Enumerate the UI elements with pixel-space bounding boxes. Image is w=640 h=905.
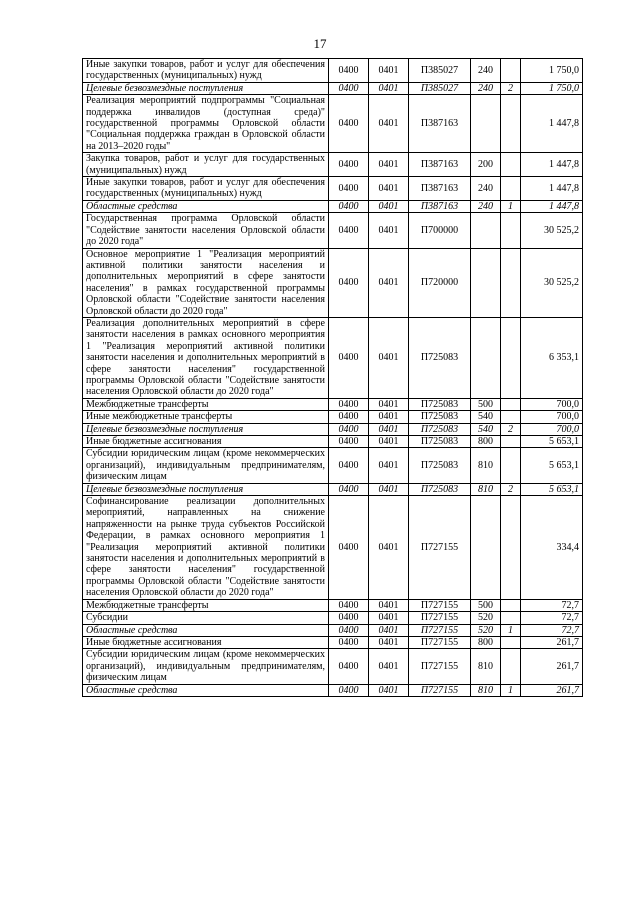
amount-cell: 72,7 xyxy=(521,599,583,611)
funding-source-cell xyxy=(501,59,521,83)
table-row xyxy=(83,82,583,94)
section-code-cell: 0400 xyxy=(329,649,369,684)
funding-source-cell xyxy=(501,317,521,398)
target-article-cell: П720000 xyxy=(409,248,471,317)
row-name-cell: Иные бюджетные ассигнования xyxy=(83,436,329,448)
amount-cell: 1 750,0 xyxy=(521,59,583,83)
subsection-code-cell: 0401 xyxy=(369,317,409,398)
section-code-cell: 0400 xyxy=(329,483,369,495)
amount-cell: 5 653,1 xyxy=(521,448,583,483)
target-article-cell: П387163 xyxy=(409,200,471,212)
funding-source-cell: 1 xyxy=(501,200,521,212)
expense-type-cell: 240 xyxy=(471,82,501,94)
table-row xyxy=(83,248,583,317)
target-article-cell: П385027 xyxy=(409,82,471,94)
expense-type-cell: 800 xyxy=(471,436,501,448)
expense-type-cell: 540 xyxy=(471,411,501,423)
expense-type-cell: 810 xyxy=(471,448,501,483)
section-code-cell: 0400 xyxy=(329,636,369,648)
table-row xyxy=(83,649,583,684)
target-article-cell: П727155 xyxy=(409,624,471,636)
expense-type-cell xyxy=(471,95,501,153)
table-row xyxy=(83,496,583,600)
subsection-code-cell: 0401 xyxy=(369,684,409,696)
table-row xyxy=(83,612,583,624)
funding-source-cell xyxy=(501,177,521,201)
table-row xyxy=(83,483,583,495)
target-article-cell: П725083 xyxy=(409,483,471,495)
target-article-cell: П700000 xyxy=(409,213,471,248)
amount-cell: 30 525,2 xyxy=(521,213,583,248)
row-name-cell: Реализация дополнительных мероприятий в сфере занятости населения в рамках основного мероприятия 1 "Реализация мероприятий активной политики занятости населения и дополнительных мероприятий в сфере занятости населения" государственной программы Орловской области "Содействие занятости населения Орловской области до 2020 года" xyxy=(83,317,329,398)
section-code-cell: 0400 xyxy=(329,95,369,153)
row-name-cell: Областные средства xyxy=(83,684,329,696)
subsection-code-cell: 0401 xyxy=(369,82,409,94)
subsection-code-cell: 0401 xyxy=(369,411,409,423)
table-row xyxy=(83,411,583,423)
amount-cell: 334,4 xyxy=(521,496,583,600)
amount-cell: 700,0 xyxy=(521,423,583,435)
row-name-cell: Целевые безвозмездные поступления xyxy=(83,423,329,435)
row-name-cell: Иные закупки товаров, работ и услуг для обеспечения государственных (муниципальных) нужд xyxy=(83,177,329,201)
funding-source-cell: 2 xyxy=(501,423,521,435)
amount-cell: 261,7 xyxy=(521,636,583,648)
table-row xyxy=(83,448,583,483)
row-name-cell: Межбюджетные трансферты xyxy=(83,599,329,611)
section-code-cell: 0400 xyxy=(329,398,369,410)
section-code-cell: 0400 xyxy=(329,200,369,212)
subsection-code-cell: 0401 xyxy=(369,200,409,212)
table-row xyxy=(83,317,583,398)
expense-type-cell: 500 xyxy=(471,398,501,410)
target-article-cell: П727155 xyxy=(409,649,471,684)
subsection-code-cell: 0401 xyxy=(369,248,409,317)
row-name-cell: Софинансирование реализации дополнительных мероприятий, направленных на снижение напряженности на рынке труда субъектов Российской Федерации, в рамках основного мероприятия 1 "Реализация мероприятий активной политики занятости населения и дополнительных мероприятий в сфере занятости населения" государственной программы Орловской области "Содействие занятости населения Орловской области до 2020 года" xyxy=(83,496,329,600)
subsection-code-cell: 0401 xyxy=(369,177,409,201)
target-article-cell: П725083 xyxy=(409,398,471,410)
funding-source-cell: 1 xyxy=(501,684,521,696)
section-code-cell: 0400 xyxy=(329,59,369,83)
table-row xyxy=(83,599,583,611)
table-row xyxy=(83,59,583,83)
expense-type-cell xyxy=(471,496,501,600)
subsection-code-cell: 0401 xyxy=(369,398,409,410)
section-code-cell: 0400 xyxy=(329,213,369,248)
section-code-cell: 0400 xyxy=(329,448,369,483)
subsection-code-cell: 0401 xyxy=(369,496,409,600)
section-code-cell: 0400 xyxy=(329,684,369,696)
funding-source-cell xyxy=(501,496,521,600)
section-code-cell: 0400 xyxy=(329,423,369,435)
table-row xyxy=(83,177,583,201)
subsection-code-cell: 0401 xyxy=(369,436,409,448)
amount-cell: 1 447,8 xyxy=(521,200,583,212)
funding-source-cell: 2 xyxy=(501,483,521,495)
expense-type-cell: 520 xyxy=(471,612,501,624)
expense-type-cell: 810 xyxy=(471,684,501,696)
funding-source-cell xyxy=(501,636,521,648)
expense-type-cell: 520 xyxy=(471,624,501,636)
section-code-cell: 0400 xyxy=(329,496,369,600)
row-name-cell: Областные средства xyxy=(83,200,329,212)
amount-cell: 5 653,1 xyxy=(521,483,583,495)
table-row xyxy=(83,624,583,636)
expense-type-cell: 540 xyxy=(471,423,501,435)
table-row xyxy=(83,398,583,410)
expense-type-cell: 240 xyxy=(471,177,501,201)
page-number: 17 xyxy=(313,36,327,51)
funding-source-cell: 1 xyxy=(501,624,521,636)
target-article-cell: П725083 xyxy=(409,423,471,435)
funding-source-cell xyxy=(501,649,521,684)
table-row xyxy=(83,423,583,435)
amount-cell: 6 353,1 xyxy=(521,317,583,398)
section-code-cell: 0400 xyxy=(329,599,369,611)
row-name-cell: Государственная программа Орловской области "Содействие занятости населения Орловской области до 2020 года" xyxy=(83,213,329,248)
expense-type-cell: 810 xyxy=(471,649,501,684)
section-code-cell: 0400 xyxy=(329,248,369,317)
funding-source-cell xyxy=(501,612,521,624)
amount-cell: 1 447,8 xyxy=(521,153,583,177)
expense-type-cell: 200 xyxy=(471,153,501,177)
funding-source-cell xyxy=(501,213,521,248)
target-article-cell: П727155 xyxy=(409,599,471,611)
section-code-cell: 0400 xyxy=(329,82,369,94)
funding-source-cell xyxy=(501,398,521,410)
expense-type-cell: 500 xyxy=(471,599,501,611)
subsection-code-cell: 0401 xyxy=(369,423,409,435)
section-code-cell: 0400 xyxy=(329,177,369,201)
row-name-cell: Целевые безвозмездные поступления xyxy=(83,483,329,495)
target-article-cell: П725083 xyxy=(409,317,471,398)
target-article-cell: П385027 xyxy=(409,59,471,83)
amount-cell: 261,7 xyxy=(521,684,583,696)
subsection-code-cell: 0401 xyxy=(369,649,409,684)
target-article-cell: П727155 xyxy=(409,496,471,600)
funding-source-cell xyxy=(501,436,521,448)
expense-type-cell xyxy=(471,248,501,317)
section-code-cell: 0400 xyxy=(329,612,369,624)
subsection-code-cell: 0401 xyxy=(369,483,409,495)
target-article-cell: П725083 xyxy=(409,411,471,423)
subsection-code-cell: 0401 xyxy=(369,624,409,636)
table-row xyxy=(83,684,583,696)
subsection-code-cell: 0401 xyxy=(369,636,409,648)
amount-cell: 261,7 xyxy=(521,649,583,684)
table-row xyxy=(83,213,583,248)
funding-source-cell xyxy=(501,248,521,317)
row-name-cell: Субсидии юридическим лицам (кроме некоммерческих организаций), индивидуальным предпринимателям, физическим лицам xyxy=(83,448,329,483)
expense-type-cell xyxy=(471,317,501,398)
amount-cell: 1 447,8 xyxy=(521,95,583,153)
target-article-cell: П727155 xyxy=(409,636,471,648)
table-row xyxy=(83,200,583,212)
row-name-cell: Областные средства xyxy=(83,624,329,636)
row-name-cell: Субсидии xyxy=(83,612,329,624)
row-name-cell: Субсидии юридическим лицам (кроме некоммерческих организаций), индивидуальным предпринимателям, физическим лицам xyxy=(83,649,329,684)
funding-source-cell xyxy=(501,599,521,611)
target-article-cell: П387163 xyxy=(409,153,471,177)
target-article-cell: П725083 xyxy=(409,448,471,483)
target-article-cell: П387163 xyxy=(409,95,471,153)
subsection-code-cell: 0401 xyxy=(369,59,409,83)
amount-cell: 72,7 xyxy=(521,612,583,624)
expense-type-cell: 240 xyxy=(471,200,501,212)
section-code-cell: 0400 xyxy=(329,153,369,177)
funding-source-cell: 2 xyxy=(501,82,521,94)
target-article-cell: П725083 xyxy=(409,436,471,448)
subsection-code-cell: 0401 xyxy=(369,612,409,624)
row-name-cell: Реализация мероприятий подпрограммы "Социальная поддержка инвалидов (доступная среда)" государственной программы Орловской области "Социальная поддержка граждан в Орловской области на 2013–2020 годы" xyxy=(83,95,329,153)
amount-cell: 5 653,1 xyxy=(521,436,583,448)
expense-type-cell xyxy=(471,213,501,248)
amount-cell: 1 750,0 xyxy=(521,82,583,94)
amount-cell: 30 525,2 xyxy=(521,248,583,317)
amount-cell: 700,0 xyxy=(521,411,583,423)
subsection-code-cell: 0401 xyxy=(369,95,409,153)
funding-source-cell xyxy=(501,95,521,153)
row-name-cell: Закупка товаров, работ и услуг для государственных (муниципальных) нужд xyxy=(83,153,329,177)
section-code-cell: 0400 xyxy=(329,624,369,636)
funding-source-cell xyxy=(501,411,521,423)
table-row xyxy=(83,95,583,153)
expense-type-cell: 800 xyxy=(471,636,501,648)
subsection-code-cell: 0401 xyxy=(369,599,409,611)
row-name-cell: Основное мероприятие 1 "Реализация мероприятий активной политики занятости населения и дополнительных мероприятий в сфере занятости населения" в рамках государственной программы Орловской области "Содействие занятости населения Орловской области до 2020 года" xyxy=(83,248,329,317)
target-article-cell: П727155 xyxy=(409,612,471,624)
amount-cell: 72,7 xyxy=(521,624,583,636)
funding-source-cell xyxy=(501,448,521,483)
budget-table-body xyxy=(83,59,583,697)
target-article-cell: П727155 xyxy=(409,684,471,696)
section-code-cell: 0400 xyxy=(329,411,369,423)
amount-cell: 700,0 xyxy=(521,398,583,410)
row-name-cell: Межбюджетные трансферты xyxy=(83,398,329,410)
expense-type-cell: 240 xyxy=(471,59,501,83)
row-name-cell: Иные межбюджетные трансферты xyxy=(83,411,329,423)
subsection-code-cell: 0401 xyxy=(369,153,409,177)
expense-type-cell: 810 xyxy=(471,483,501,495)
section-code-cell: 0400 xyxy=(329,436,369,448)
target-article-cell: П387163 xyxy=(409,177,471,201)
table-row xyxy=(83,153,583,177)
subsection-code-cell: 0401 xyxy=(369,448,409,483)
table-row xyxy=(83,636,583,648)
row-name-cell: Иные закупки товаров, работ и услуг для обеспечения государственных (муниципальных) нужд xyxy=(83,59,329,83)
section-code-cell: 0400 xyxy=(329,317,369,398)
row-name-cell: Целевые безвозмездные поступления xyxy=(83,82,329,94)
budget-table xyxy=(82,58,583,697)
funding-source-cell xyxy=(501,153,521,177)
amount-cell: 1 447,8 xyxy=(521,177,583,201)
row-name-cell: Иные бюджетные ассигнования xyxy=(83,636,329,648)
subsection-code-cell: 0401 xyxy=(369,213,409,248)
table-row xyxy=(83,436,583,448)
